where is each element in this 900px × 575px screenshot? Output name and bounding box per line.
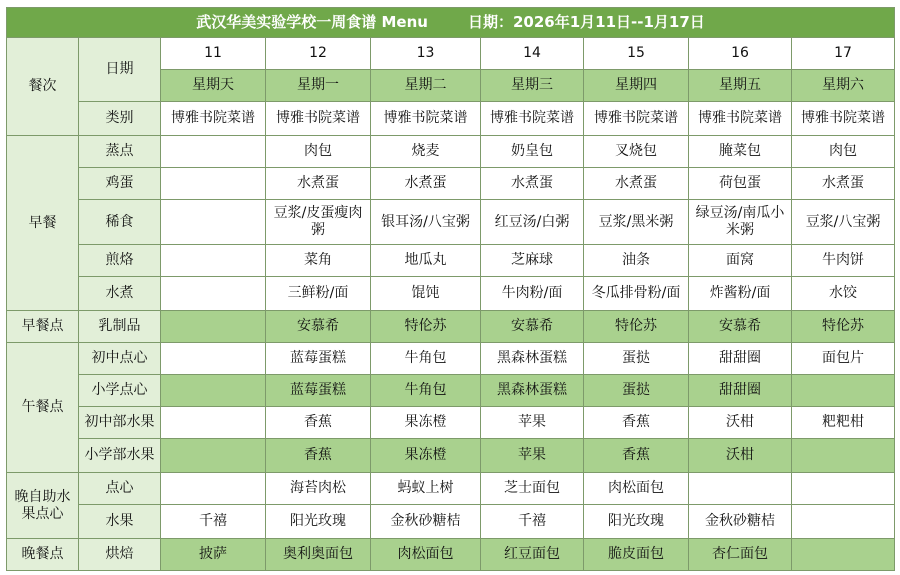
menu-date-range: 日期：2026年1月11日--1月17日 — [467, 13, 705, 31]
category-cell: 博雅书院菜谱 — [266, 102, 371, 136]
lunch-row-primary-snack — [7, 375, 895, 407]
menu-cell: 牛角包 — [371, 375, 481, 407]
title-row — [7, 8, 895, 38]
item-label: 蒸点 — [79, 136, 161, 168]
menu-cell: 面包片 — [792, 343, 895, 375]
item-label: 初中部水果 — [79, 407, 161, 439]
menu-cell: 荷包蛋 — [689, 168, 792, 200]
menu-cell: 披萨 — [161, 539, 266, 571]
date-header-cell: 日期 — [79, 38, 161, 102]
menu-cell: 豆浆/黑米粥 — [584, 200, 689, 245]
menu-cell: 馄饨 — [371, 277, 481, 311]
weekday-cell: 星期一 — [266, 70, 371, 102]
menu-cell — [161, 168, 266, 200]
menu-cell: 红豆汤/白粥 — [481, 200, 584, 245]
menu-cell: 三鲜粉/面 — [266, 277, 371, 311]
weekday-cell: 星期二 — [371, 70, 481, 102]
item-label: 鸡蛋 — [79, 168, 161, 200]
dinner-snack-row — [7, 539, 895, 571]
menu-cell: 绿豆汤/南瓜小米粥 — [689, 200, 792, 245]
menu-cell: 香蕉 — [584, 407, 689, 439]
evening-row-fruit — [7, 505, 895, 539]
menu-cell: 芝麻球 — [481, 245, 584, 277]
category-cell: 博雅书院菜谱 — [584, 102, 689, 136]
date-cell: 14 — [481, 38, 584, 70]
item-label: 小学点心 — [79, 375, 161, 407]
menu-cell: 肉包 — [792, 136, 895, 168]
menu-cell: 脆皮面包 — [584, 539, 689, 571]
menu-cell: 油条 — [584, 245, 689, 277]
menu-cell — [161, 136, 266, 168]
weekday-cell: 星期五 — [689, 70, 792, 102]
weekday-cell: 星期四 — [584, 70, 689, 102]
menu-cell: 牛角包 — [371, 343, 481, 375]
menu-cell: 黑森林蛋糕 — [481, 343, 584, 375]
breakfast-snack-label: 早餐点 — [7, 311, 79, 343]
menu-cell: 水煮蛋 — [266, 168, 371, 200]
date-cell: 15 — [584, 38, 689, 70]
meal-header-cell: 餐次 — [7, 38, 79, 136]
menu-cell: 冬瓜排骨粉/面 — [584, 277, 689, 311]
menu-cell: 水煮蛋 — [792, 168, 895, 200]
menu-cell: 安慕希 — [689, 311, 792, 343]
menu-cell: 香蕉 — [266, 439, 371, 473]
menu-cell: 腌菜包 — [689, 136, 792, 168]
menu-cell: 炸酱粉/面 — [689, 277, 792, 311]
category-cell: 博雅书院菜谱 — [481, 102, 584, 136]
menu-cell: 豆浆/八宝粥 — [792, 200, 895, 245]
menu-cell: 特伦苏 — [792, 311, 895, 343]
menu-cell — [792, 473, 895, 505]
menu-cell — [161, 439, 266, 473]
item-label: 水煮 — [79, 277, 161, 311]
lunch-row-middle-fruit — [7, 407, 895, 439]
menu-cell — [161, 311, 266, 343]
lunch-snack-label: 午餐点 — [7, 343, 79, 473]
evening-study-label: 晚自助水果点心 — [7, 473, 79, 539]
menu-cell — [161, 343, 266, 375]
menu-cell: 豆浆/皮蛋瘦肉粥 — [266, 200, 371, 245]
weekly-menu-table — [6, 7, 895, 571]
date-cell: 17 — [792, 38, 895, 70]
menu-cell: 水饺 — [792, 277, 895, 311]
menu-cell — [161, 375, 266, 407]
menu-cell — [161, 200, 266, 245]
category-cell: 博雅书院菜谱 — [371, 102, 481, 136]
breakfast-row-porridge — [7, 200, 895, 245]
menu-cell: 千禧 — [481, 505, 584, 539]
menu-cell: 烧麦 — [371, 136, 481, 168]
date-row — [7, 38, 895, 70]
menu-cell: 特伦苏 — [371, 311, 481, 343]
menu-cell: 粑粑柑 — [792, 407, 895, 439]
weekday-cell: 星期六 — [792, 70, 895, 102]
item-label: 水果 — [79, 505, 161, 539]
item-label: 稀食 — [79, 200, 161, 245]
menu-cell: 奶皇包 — [481, 136, 584, 168]
menu-cell: 叉烧包 — [584, 136, 689, 168]
menu-cell: 牛肉饼 — [792, 245, 895, 277]
menu-cell: 地瓜丸 — [371, 245, 481, 277]
menu-cell: 阳光玫瑰 — [266, 505, 371, 539]
menu-cell: 蛋挞 — [584, 343, 689, 375]
menu-cell: 红豆面包 — [481, 539, 584, 571]
menu-cell: 甜甜圈 — [689, 343, 792, 375]
table-title — [7, 8, 895, 38]
menu-cell: 香蕉 — [266, 407, 371, 439]
menu-cell: 蛋挞 — [584, 375, 689, 407]
menu-cell: 肉松面包 — [584, 473, 689, 505]
menu-cell: 香蕉 — [584, 439, 689, 473]
breakfast-row-steamed — [7, 136, 895, 168]
menu-cell — [792, 439, 895, 473]
menu-cell — [792, 375, 895, 407]
menu-cell: 果冻橙 — [371, 407, 481, 439]
breakfast-snack-row — [7, 311, 895, 343]
menu-cell — [792, 505, 895, 539]
breakfast-label: 早餐 — [7, 136, 79, 311]
menu-cell — [689, 473, 792, 505]
category-row — [7, 102, 895, 136]
category-cell: 博雅书院菜谱 — [689, 102, 792, 136]
category-cell: 博雅书院菜谱 — [792, 102, 895, 136]
menu-cell: 安慕希 — [266, 311, 371, 343]
item-label: 小学部水果 — [79, 439, 161, 473]
category-header-cell: 类别 — [79, 102, 161, 136]
menu-cell: 银耳汤/八宝粥 — [371, 200, 481, 245]
menu-cell: 杏仁面包 — [689, 539, 792, 571]
breakfast-row-egg — [7, 168, 895, 200]
date-cell: 13 — [371, 38, 481, 70]
weekday-cell: 星期天 — [161, 70, 266, 102]
breakfast-row-fried — [7, 245, 895, 277]
school-menu-title: 武汉华美实验学校一周食谱 Menu — [196, 13, 428, 31]
date-cell: 16 — [689, 38, 792, 70]
menu-cell: 沃柑 — [689, 439, 792, 473]
menu-cell: 千禧 — [161, 505, 266, 539]
menu-cell: 苹果 — [481, 439, 584, 473]
menu-cell: 安慕希 — [481, 311, 584, 343]
menu-cell: 芝士面包 — [481, 473, 584, 505]
menu-cell: 菜角 — [266, 245, 371, 277]
menu-cell: 水煮蛋 — [481, 168, 584, 200]
menu-cell: 肉松面包 — [371, 539, 481, 571]
menu-cell — [161, 245, 266, 277]
menu-cell — [161, 407, 266, 439]
menu-cell: 苹果 — [481, 407, 584, 439]
menu-cell: 面窝 — [689, 245, 792, 277]
menu-cell: 蓝莓蛋糕 — [266, 343, 371, 375]
item-label: 烘焙 — [79, 539, 161, 571]
breakfast-row-boiled — [7, 277, 895, 311]
menu-cell — [161, 473, 266, 505]
menu-cell: 甜甜圈 — [689, 375, 792, 407]
menu-cell: 蚂蚁上树 — [371, 473, 481, 505]
dinner-snack-label: 晚餐点 — [7, 539, 79, 571]
menu-cell: 海苔肉松 — [266, 473, 371, 505]
menu-cell: 沃柑 — [689, 407, 792, 439]
menu-cell: 黑森林蛋糕 — [481, 375, 584, 407]
lunch-row-middle-snack — [7, 343, 895, 375]
menu-cell — [792, 539, 895, 571]
lunch-row-primary-fruit — [7, 439, 895, 473]
item-label: 点心 — [79, 473, 161, 505]
menu-cell: 水煮蛋 — [371, 168, 481, 200]
evening-row-snack — [7, 473, 895, 505]
menu-cell — [161, 277, 266, 311]
item-label: 初中点心 — [79, 343, 161, 375]
menu-cell: 阳光玫瑰 — [584, 505, 689, 539]
menu-cell: 果冻橙 — [371, 439, 481, 473]
menu-cell: 金秋砂糖桔 — [371, 505, 481, 539]
menu-cell: 奥利奥面包 — [266, 539, 371, 571]
category-cell: 博雅书院菜谱 — [161, 102, 266, 136]
menu-cell: 肉包 — [266, 136, 371, 168]
date-cell: 11 — [161, 38, 266, 70]
menu-cell: 特伦苏 — [584, 311, 689, 343]
item-label: 煎烙 — [79, 245, 161, 277]
item-label: 乳制品 — [79, 311, 161, 343]
menu-cell: 水煮蛋 — [584, 168, 689, 200]
weekday-cell: 星期三 — [481, 70, 584, 102]
menu-cell: 蓝莓蛋糕 — [266, 375, 371, 407]
menu-cell: 金秋砂糖桔 — [689, 505, 792, 539]
date-cell: 12 — [266, 38, 371, 70]
menu-cell: 牛肉粉/面 — [481, 277, 584, 311]
